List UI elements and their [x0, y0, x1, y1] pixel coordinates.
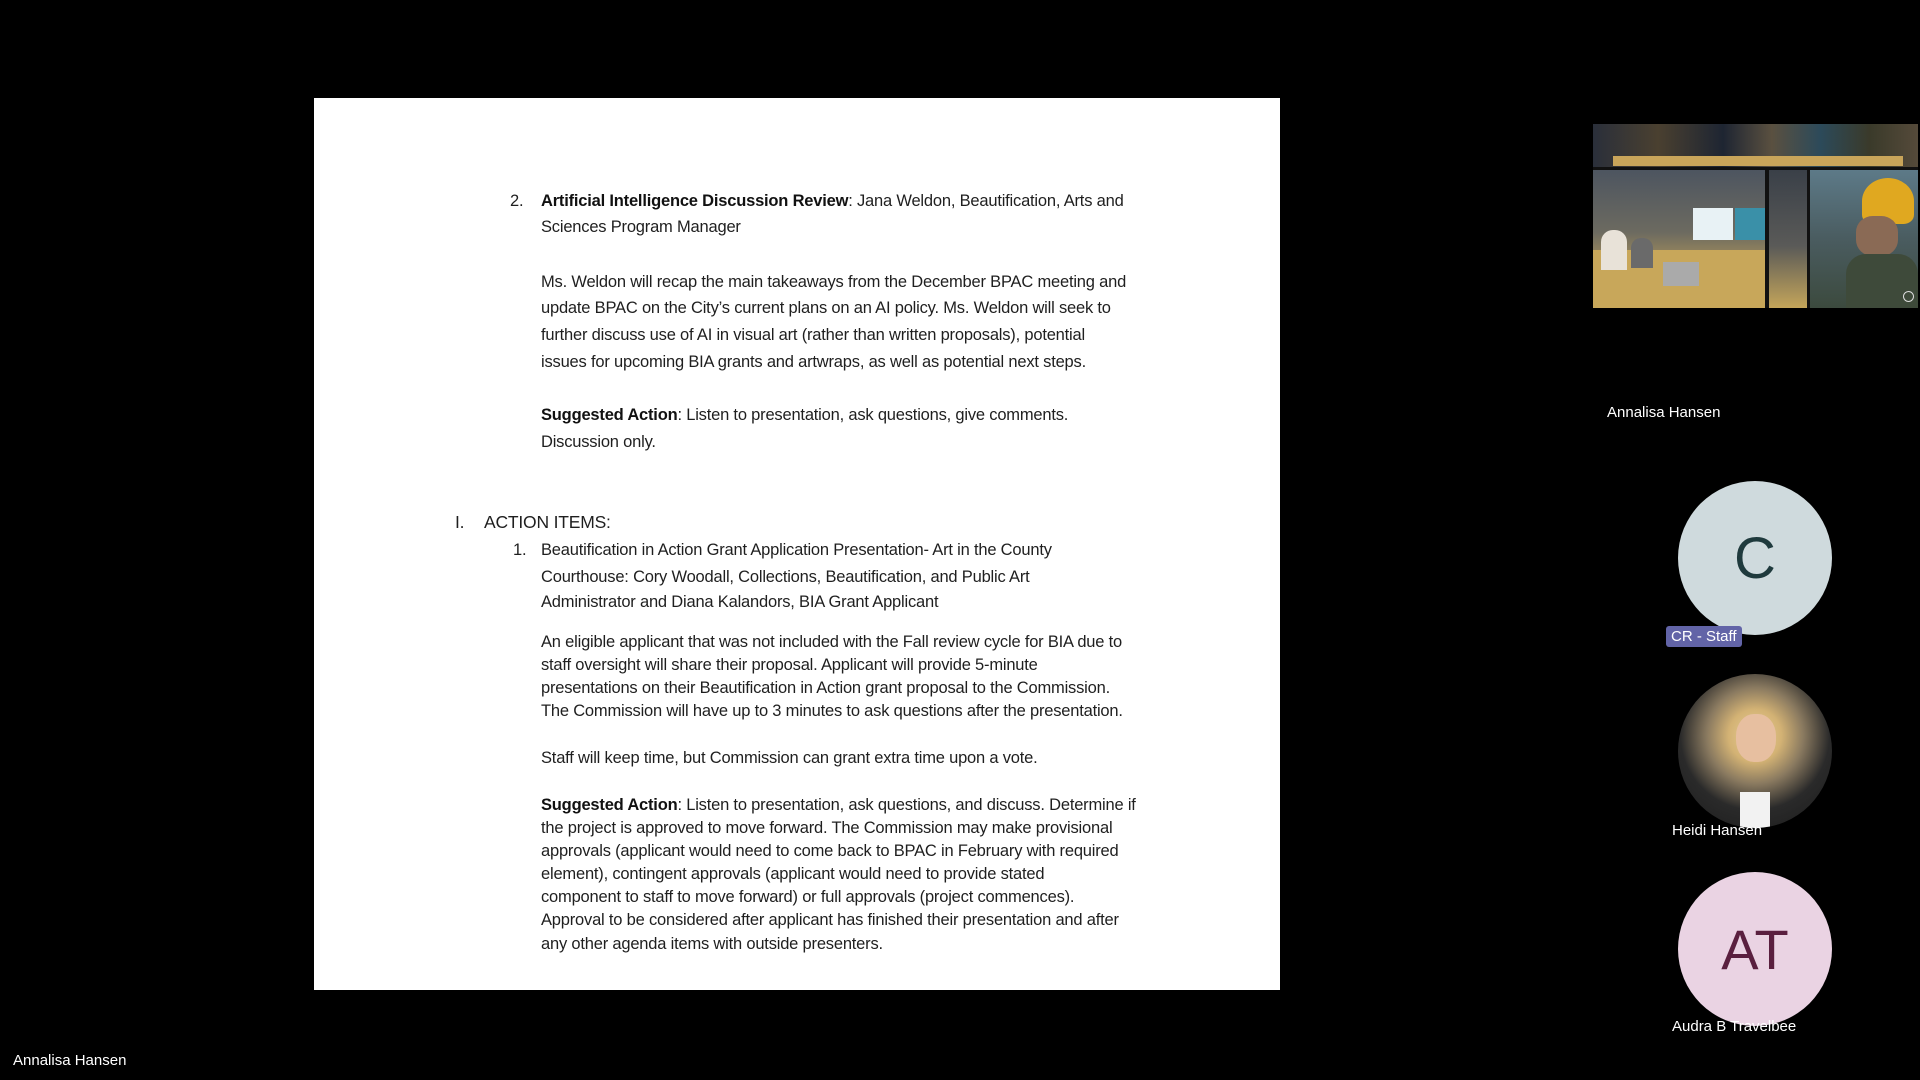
room-camera-left [1593, 170, 1765, 308]
paragraph-line: Ms. Weldon will recap the main takeaways from the December BPAC meeting and [541, 273, 1127, 291]
suggested-action-label: Suggested Action [541, 796, 678, 814]
face-photo [1736, 714, 1776, 762]
paragraph-line: update BPAC on the City’s current plans on an AI policy. Ms. Weldon will seek to [541, 299, 1111, 317]
paragraph-line: staff oversight will share their proposal. Applicant will provide 5-minute [541, 656, 1038, 674]
paragraph-line: issues for upcoming BIA grants and artwraps, as well as potential next steps. [541, 353, 1086, 371]
panorama-table [1613, 156, 1903, 166]
suggested-action-line: approvals (applicant would need to come back to BPAC in February with required [541, 842, 1119, 860]
room-video-name: Annalisa Hansen [1607, 404, 1721, 421]
suggested-action-label: Suggested Action [541, 406, 678, 424]
item-presenter: : Jana Weldon, Beautification, Arts and [848, 192, 1124, 210]
suggested-action-line: component to staff to move forward) or full approvals (project commences). [541, 888, 1075, 906]
participant-name: Audra B Travelbee [1672, 1018, 1797, 1035]
room-screen-2 [1735, 208, 1765, 240]
paragraph-line: further discuss use of AI in visual art (rather than written proposals), potential [541, 326, 1085, 344]
avatar-initials: C [1734, 525, 1776, 591]
item-title: Artificial Intelligence Discussion Review [541, 192, 849, 210]
suggested-action-text: : Listen to presentation, ask questions, give comments. [677, 406, 1069, 424]
laptop [1663, 262, 1699, 286]
room-screen [1693, 208, 1733, 240]
item-title-line [541, 192, 1124, 211]
item-title-line: Administrator and Diana Kalandors, BIA Grant Applicant [541, 593, 939, 611]
section-numeral: I. [455, 512, 465, 532]
item-number: 2. [510, 192, 524, 210]
face [1856, 216, 1898, 256]
suggested-action-line: the project is approved to move forward. The Commission may make provisional [541, 819, 1113, 837]
room-camera-middle [1769, 170, 1807, 308]
participant-figure [1601, 230, 1627, 270]
presenter-name: Annalisa Hansen [13, 1052, 127, 1069]
suggested-action-line: Approval to be considered after applicant has finished their presentation and after [541, 911, 1119, 929]
staff-note: Staff will keep time, but Commission can grant extra time upon a vote. [541, 749, 1038, 767]
participant-name-badge: CR - Staff [1666, 626, 1742, 647]
suggested-action-line: element), contingent approvals (applicant would need to provide stated [541, 865, 1045, 883]
section-title: ACTION ITEMS: [484, 512, 611, 532]
item-title-line: Courthouse: Cory Woodall, Collections, Beautification, and Public Art [541, 568, 1030, 586]
suggested-action-line: Discussion only. [541, 433, 656, 451]
paragraph-line: An eligible applicant that was not included with the Fall review cycle for BIA due to [541, 633, 1122, 651]
participant-figure [1631, 238, 1653, 268]
avatar-heidi-hansen[interactable] [1678, 674, 1832, 828]
watermark-icon [1903, 291, 1914, 302]
item-presenter-line: Sciences Program Manager [541, 218, 741, 236]
participant-camera-right [1810, 170, 1918, 308]
paragraph-line: presentations on their Beautification in Action grant proposal to the Commission. [541, 679, 1110, 697]
participant-name: Heidi Hansen [1672, 822, 1763, 839]
paragraph-line: The Commission will have up to 3 minutes to ask questions after the presentation. [541, 702, 1123, 720]
suggested-action-line [541, 796, 1136, 815]
avatar-cr-staff[interactable] [1678, 481, 1832, 635]
suggested-action-line [541, 406, 1068, 425]
avatar-audra-travelbee[interactable] [1678, 872, 1832, 1026]
avatar-initials: AT [1721, 917, 1789, 981]
suggested-action-line: any other agenda items with outside presenters. [541, 935, 883, 953]
item-number: 1. [513, 541, 527, 559]
room-video-tile[interactable] [1593, 124, 1918, 308]
suggested-action-text: : Listen to presentation, ask questions, and discuss. Determine if [677, 796, 1136, 814]
item-title-line: Beautification in Action Grant Application Presentation- Art in the County [541, 541, 1052, 559]
